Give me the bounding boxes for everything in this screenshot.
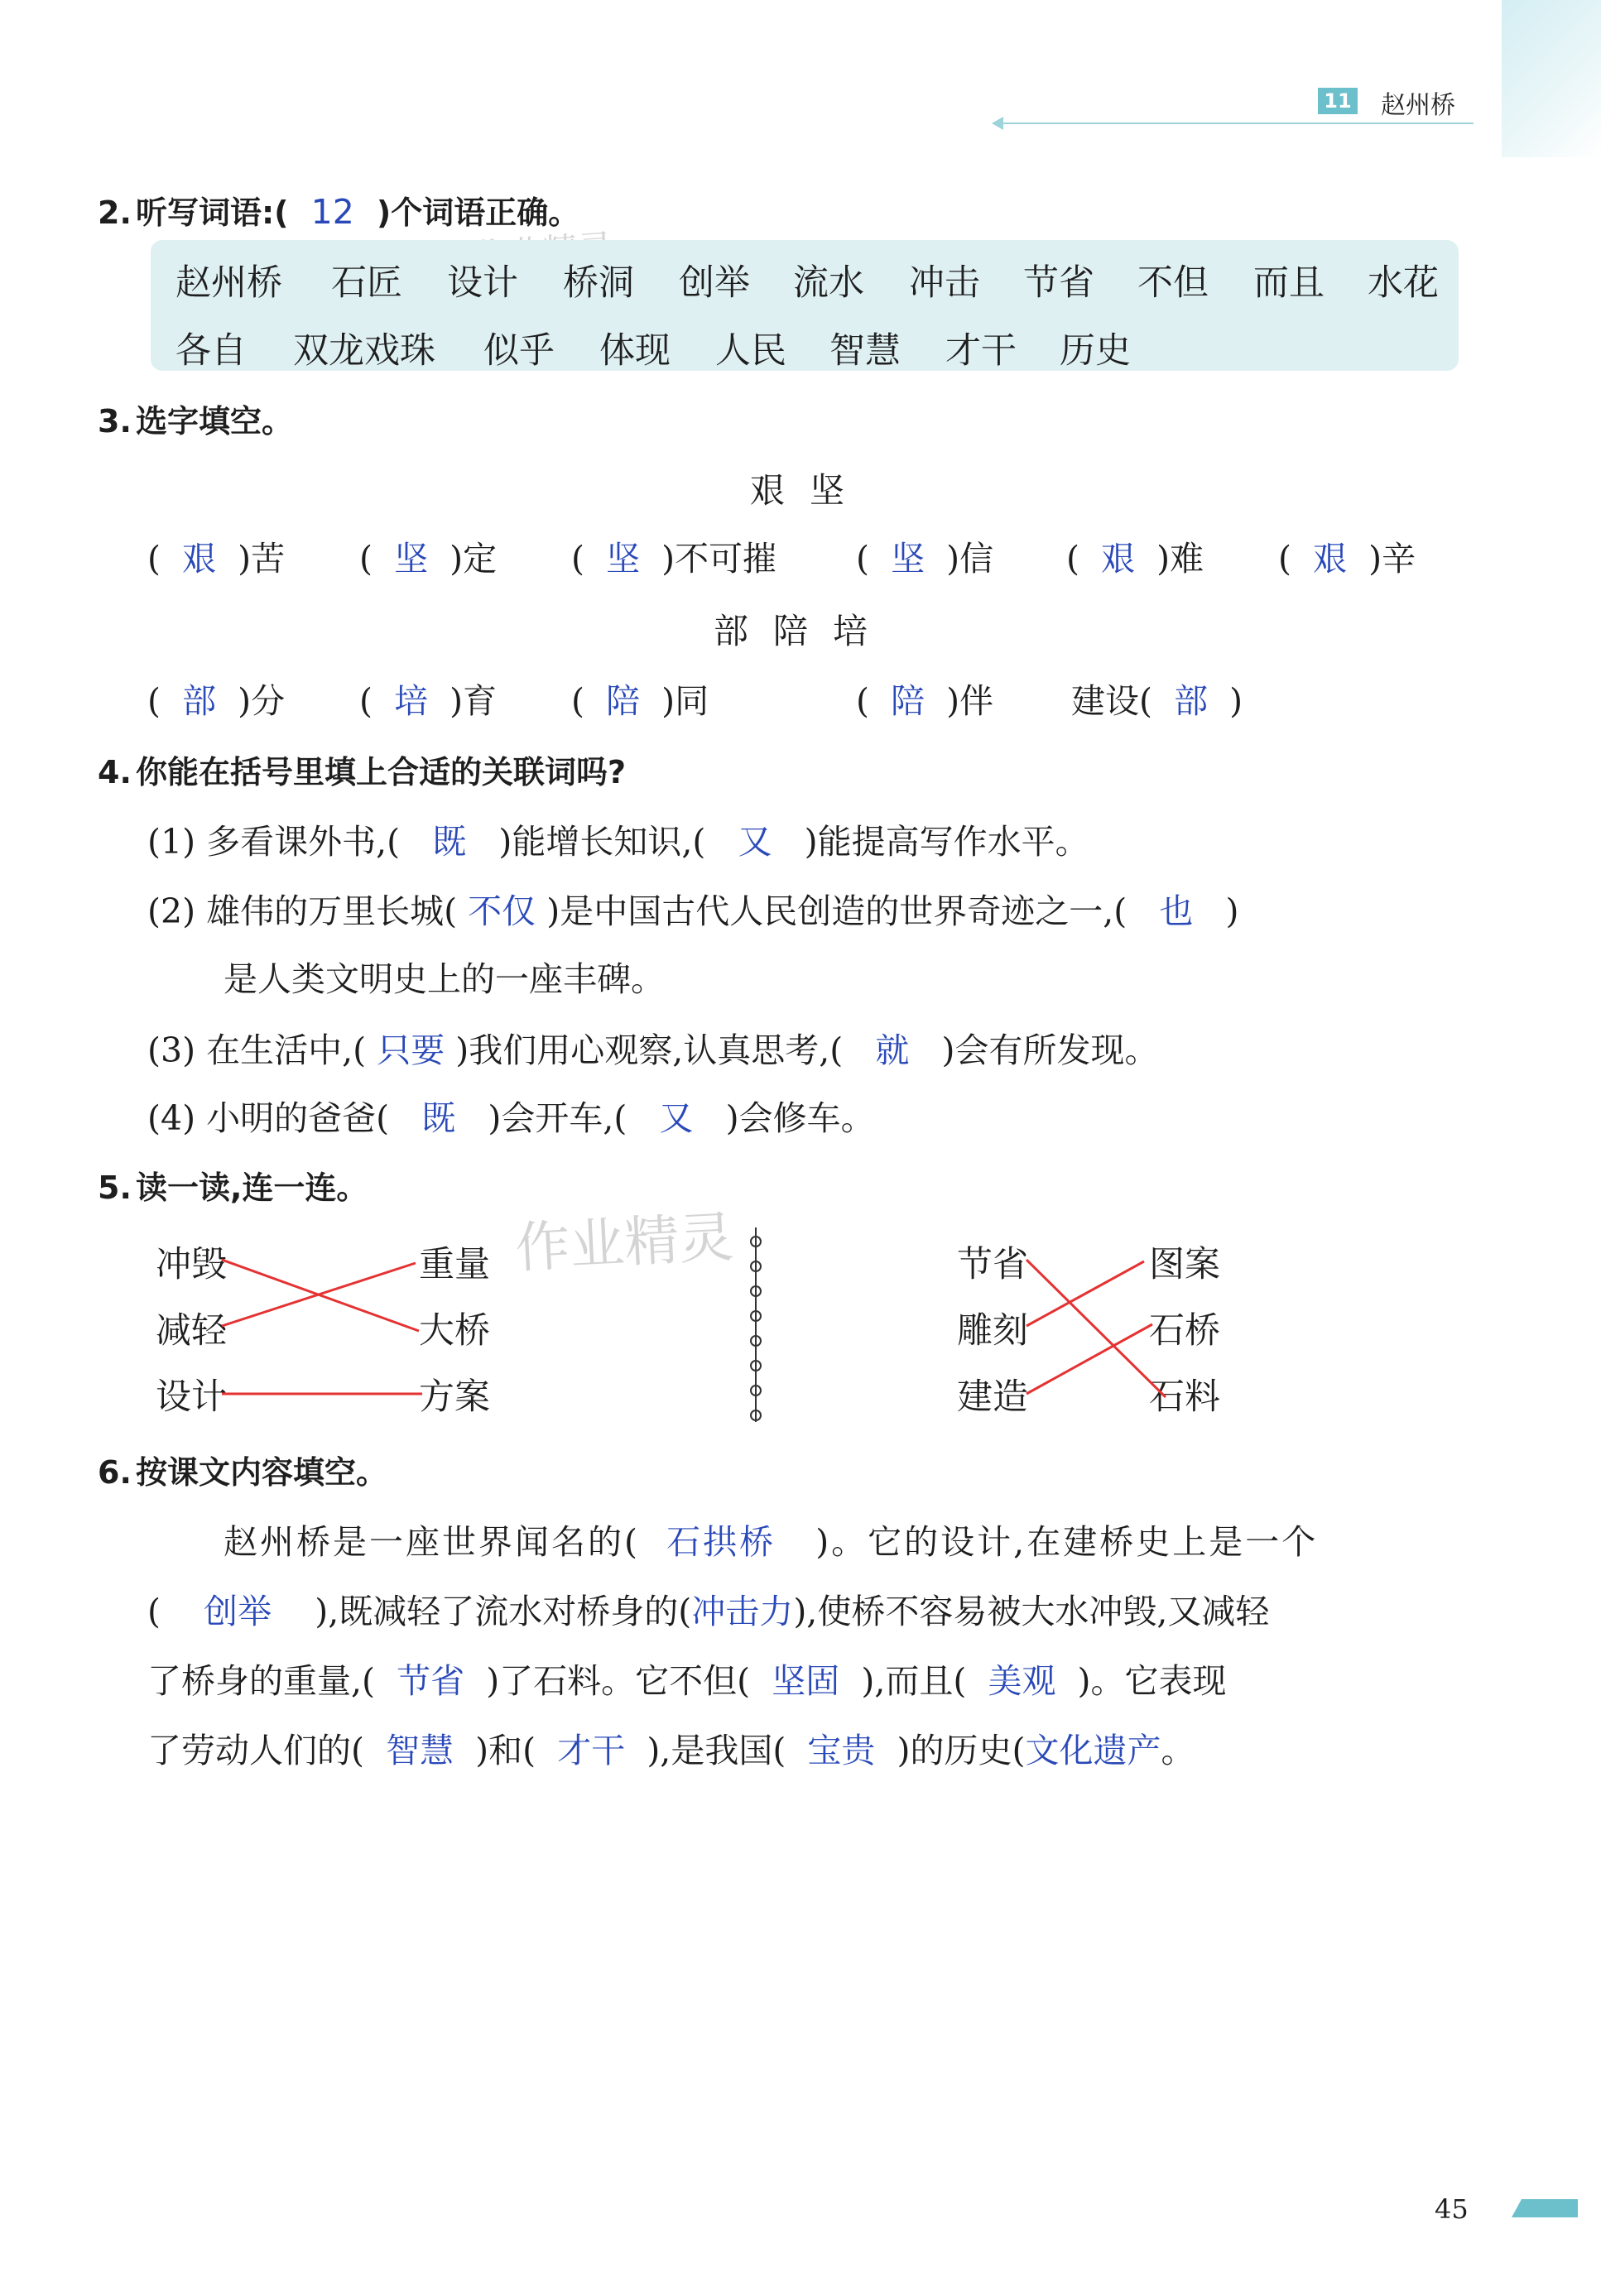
answer: 坚 bbox=[394, 539, 429, 579]
question-6 bbox=[98, 1447, 387, 1492]
word: 水花 bbox=[1368, 262, 1439, 304]
answer: 就 bbox=[875, 1030, 910, 1070]
question-number: 5. bbox=[98, 1170, 132, 1206]
question-title: 你能在括号里填上合适的关联词吗? bbox=[135, 754, 627, 790]
fill-item: 建设( 部 ) bbox=[1071, 681, 1243, 721]
answer: 培 bbox=[394, 681, 429, 721]
fill-item: ( 艰 )辛 bbox=[1278, 539, 1416, 579]
answer: 坚固 bbox=[772, 1661, 840, 1701]
word: 创举 bbox=[679, 262, 750, 304]
paragraph-line-2: ( 创举 ),既减轻了流水对桥身的(冲击力),使桥不容易被大水冲毁,又减轻 bbox=[147, 1592, 1270, 1631]
paragraph-line-4: 了劳动人们的( 智慧 )和( 才干 ),是我国( 宝贵 )的历史(文化遗产。 bbox=[147, 1731, 1195, 1770]
answer: 只要 bbox=[377, 1030, 445, 1070]
word: 双龙戏珠 bbox=[293, 330, 435, 372]
answer: 文化遗产 bbox=[1025, 1731, 1161, 1770]
answer: 部 bbox=[1174, 681, 1209, 721]
lesson-number-badge: 11 bbox=[1318, 88, 1358, 114]
fill-item: ( 陪 )伴 bbox=[856, 681, 994, 721]
answer: 艰 bbox=[1313, 539, 1348, 579]
match-left-word: 冲毁 bbox=[156, 1244, 227, 1285]
answer: 冲击力 bbox=[691, 1592, 794, 1631]
char-choices: 部陪培 bbox=[714, 611, 893, 651]
question-suffix: )个词语正确。 bbox=[376, 195, 580, 231]
page-number: 45 bbox=[1435, 2193, 1469, 2225]
fill-item: ( 坚 )信 bbox=[856, 539, 994, 579]
question-title: 选字填空。 bbox=[135, 403, 293, 440]
answer: 才干 bbox=[557, 1731, 626, 1770]
match-right-word: 重量 bbox=[419, 1244, 490, 1285]
answer: 既 bbox=[432, 822, 467, 862]
divider-dots bbox=[751, 1237, 761, 1420]
word: 赵州桥 bbox=[175, 262, 282, 304]
question-number: 6. bbox=[98, 1454, 132, 1491]
answer: 节省 bbox=[397, 1661, 465, 1701]
match-left-word: 雕刻 bbox=[957, 1310, 1028, 1352]
word: 节省 bbox=[1023, 262, 1094, 304]
answer: 陪 bbox=[606, 681, 641, 721]
answer: 创举 bbox=[204, 1592, 272, 1631]
fill-item: ( 坚 )不可摧 bbox=[571, 539, 777, 579]
fill-item: ( 艰 )苦 bbox=[147, 539, 286, 579]
page-number-bar bbox=[1512, 2199, 1578, 2217]
answer: 又 bbox=[738, 822, 772, 862]
word: 设计 bbox=[447, 262, 518, 304]
question-title: 按课文内容填空。 bbox=[135, 1454, 387, 1491]
answer: 不仅 bbox=[468, 891, 536, 931]
answer: 也 bbox=[1159, 891, 1194, 931]
answer-count: 12 bbox=[310, 192, 354, 232]
answer: 宝贵 bbox=[807, 1731, 876, 1770]
word: 智慧 bbox=[829, 330, 901, 372]
match-line bbox=[1026, 1324, 1152, 1394]
match-left-word: 建造 bbox=[957, 1376, 1028, 1418]
word: 似乎 bbox=[483, 330, 555, 372]
match-left-word: 节省 bbox=[957, 1244, 1028, 1285]
word: 各自 bbox=[175, 330, 247, 372]
answer: 智慧 bbox=[386, 1731, 454, 1770]
paragraph-line-1: 赵州桥是一座世界闻名的( 石拱桥 )。它的设计,在建桥史上是一个 bbox=[224, 1522, 1319, 1562]
match-line bbox=[222, 1263, 416, 1326]
question-number: 2. bbox=[98, 195, 132, 231]
sentence-2-cont: 是人类文明史上的一座丰碑。 bbox=[224, 959, 665, 999]
answer: 既 bbox=[421, 1098, 456, 1138]
answer: 美观 bbox=[988, 1661, 1056, 1701]
word: 体现 bbox=[599, 330, 671, 372]
fill-item: ( 坚 )定 bbox=[359, 539, 498, 579]
answer: 陪 bbox=[891, 681, 926, 721]
sentence-1: (1) 多看课外书,( 既 )能增长知识,( 又 )能提高写作水平。 bbox=[147, 822, 1089, 862]
word: 石匠 bbox=[331, 262, 402, 304]
word: 而且 bbox=[1253, 262, 1325, 304]
char-choices: 艰坚 bbox=[750, 470, 870, 511]
answer: 坚 bbox=[891, 539, 926, 579]
fill-item: ( 陪 )同 bbox=[571, 681, 709, 721]
word: 才干 bbox=[945, 330, 1017, 372]
answer: 艰 bbox=[182, 539, 217, 579]
sentence-2: (2) 雄伟的万里长城( 不仅 )是中国古代人民创造的世界奇迹之一,( 也 ) bbox=[147, 891, 1239, 931]
paragraph-line-3: 了桥身的重量,( 节省 )了石料。它不但( 坚固 ),而且( 美观 )。它表现 bbox=[147, 1661, 1227, 1701]
question-prefix: 听写词语:( bbox=[135, 195, 289, 231]
question-title: 读一读,连一连。 bbox=[135, 1170, 368, 1206]
word: 桥洞 bbox=[563, 262, 634, 304]
sentence-3: (3) 在生活中,( 只要 )我们用心观察,认真思考,( 就 )会有所发现。 bbox=[147, 1030, 1159, 1070]
match-left-word: 减轻 bbox=[156, 1310, 227, 1352]
match-right-word: 石料 bbox=[1149, 1376, 1220, 1418]
word: 冲击 bbox=[909, 262, 980, 304]
match-right-word: 方案 bbox=[419, 1376, 490, 1418]
match-left-word: 设计 bbox=[156, 1376, 227, 1418]
fill-item: ( 部 )分 bbox=[147, 681, 286, 721]
word: 人民 bbox=[715, 330, 786, 372]
fill-item: ( 艰 )难 bbox=[1066, 539, 1204, 579]
word: 流水 bbox=[793, 262, 864, 304]
question-number: 3. bbox=[98, 403, 132, 440]
match-right-word: 大桥 bbox=[419, 1310, 490, 1352]
answer: 坚 bbox=[606, 539, 641, 579]
answer: 部 bbox=[182, 681, 217, 721]
watermark: 作业精灵 bbox=[513, 1205, 736, 1280]
answer: 艰 bbox=[1101, 539, 1136, 579]
answer: 又 bbox=[659, 1098, 694, 1138]
fill-item: ( 培 )育 bbox=[359, 681, 498, 721]
match-right-word: 图案 bbox=[1149, 1244, 1220, 1285]
sentence-4: (4) 小明的爸爸( 既 )会开车,( 又 )会修车。 bbox=[147, 1098, 875, 1138]
word: 历史 bbox=[1060, 330, 1131, 372]
word: 不但 bbox=[1137, 262, 1209, 304]
question-number: 4. bbox=[98, 754, 132, 790]
answer: 石拱桥 bbox=[666, 1522, 776, 1562]
lesson-title: 赵州桥 bbox=[1381, 91, 1455, 120]
match-right-word: 石桥 bbox=[1149, 1310, 1220, 1352]
